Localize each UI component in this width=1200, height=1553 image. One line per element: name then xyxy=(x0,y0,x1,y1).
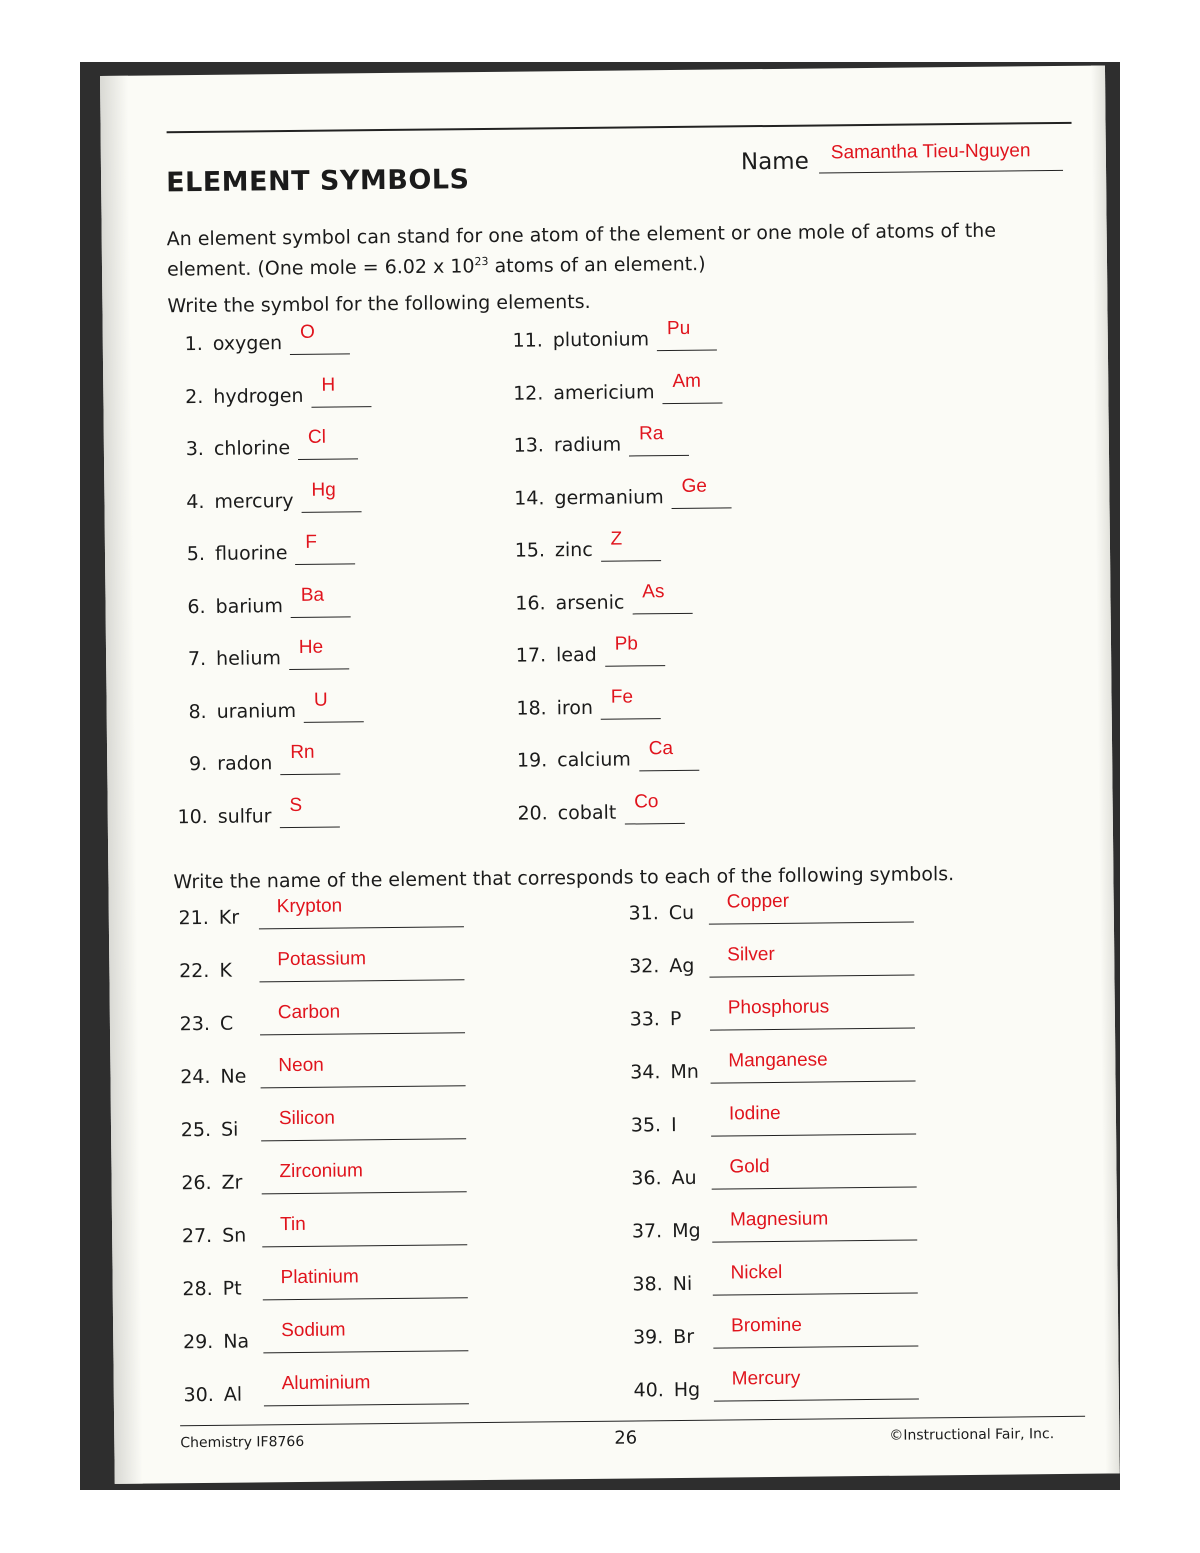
name-question xyxy=(623,1315,1003,1355)
answer-blank-line xyxy=(629,455,689,457)
answer-blank-line xyxy=(280,826,340,828)
element-symbol: Kr xyxy=(218,906,240,929)
answer-blank-line xyxy=(291,616,351,618)
question-number: 2. xyxy=(185,385,204,408)
footer-rule xyxy=(180,1416,1085,1426)
answer-blank-line xyxy=(713,1346,918,1349)
handwritten-answer: Ge xyxy=(681,475,708,497)
question-number: 25. xyxy=(180,1118,212,1142)
name-field xyxy=(741,140,1061,183)
element-name: mercury xyxy=(214,489,294,513)
handwritten-answer: F xyxy=(305,531,318,553)
name-question xyxy=(620,1050,1000,1090)
question-number: 21. xyxy=(178,906,209,930)
name-question xyxy=(170,1054,550,1094)
question-number: 38. xyxy=(632,1273,663,1296)
answer-blank-line xyxy=(713,1293,918,1296)
name-question xyxy=(622,1209,1002,1249)
symbol-question xyxy=(505,580,885,620)
handwritten-answer: He xyxy=(298,636,324,658)
question-number: 3. xyxy=(185,437,205,461)
element-symbol: Mg xyxy=(672,1219,701,1243)
section1-instruction: Write the symbol for the following elements. xyxy=(167,290,591,318)
element-symbol: C xyxy=(219,1012,234,1035)
answer-blank-line xyxy=(601,560,661,562)
name-question xyxy=(169,948,549,988)
element-name: lead xyxy=(555,643,597,667)
question-number: 12. xyxy=(513,381,544,405)
symbol-question xyxy=(163,374,543,414)
intro-paragraph xyxy=(167,218,1058,283)
worksheet-page xyxy=(100,65,1120,1483)
element-symbol: P xyxy=(669,1007,682,1031)
handwritten-answer: Carbon xyxy=(277,1001,341,1024)
name-question xyxy=(171,1160,551,1200)
name-question xyxy=(173,1319,553,1359)
element-symbol: Si xyxy=(220,1118,239,1141)
name-question xyxy=(169,895,549,935)
question-number: 18. xyxy=(516,696,547,720)
name-question xyxy=(619,944,999,984)
handwritten-answer: S xyxy=(289,794,303,816)
question-number: 13. xyxy=(513,434,545,457)
question-number: 17. xyxy=(515,644,547,667)
question-number: 32. xyxy=(629,955,660,978)
element-name: fluorine xyxy=(214,542,288,565)
name-question xyxy=(173,1266,553,1306)
intro-text: An element symbol can stand for one atom of the element or one mole of atoms of the element. (One mole = 6.02 x 10 xyxy=(166,219,997,281)
answer-blank-line xyxy=(639,770,699,772)
answer-blank-line xyxy=(261,1085,466,1088)
question-number: 6. xyxy=(187,595,206,618)
answer-blank-line xyxy=(290,353,350,355)
question-number: 19. xyxy=(516,749,548,772)
page-number: 26 xyxy=(614,1427,638,1449)
symbol-question xyxy=(504,423,884,463)
footer-course: Chemistry IF8766 xyxy=(180,1433,305,1452)
answer-blank-line xyxy=(263,1297,468,1300)
handwritten-answer: Krypton xyxy=(276,895,343,918)
element-name: plutonium xyxy=(552,328,650,352)
intro-text-end: atoms of an element.) xyxy=(488,252,706,278)
element-name: calcium xyxy=(557,748,631,772)
handwritten-answer: Mercury xyxy=(731,1367,801,1390)
answer-blank-line xyxy=(280,774,340,776)
symbol-question xyxy=(167,741,547,781)
answer-blank-line xyxy=(601,718,661,720)
element-name: helium xyxy=(215,647,282,670)
answer-blank-line xyxy=(663,402,723,404)
name-question xyxy=(622,1262,1002,1302)
question-number: 14. xyxy=(514,486,545,510)
question-number: 30. xyxy=(183,1383,214,1407)
name-question xyxy=(624,1368,1004,1408)
answer-blank-line xyxy=(263,1350,468,1353)
name-question xyxy=(621,1156,1001,1196)
question-number: 16. xyxy=(515,591,546,615)
symbol-question xyxy=(503,370,883,410)
element-symbol: Mn xyxy=(670,1060,700,1084)
question-number: 29. xyxy=(182,1330,214,1354)
handwritten-answer: Pu xyxy=(666,317,691,340)
symbol-question xyxy=(504,475,884,515)
handwritten-answer: Ca xyxy=(648,738,674,760)
answer-blank-line xyxy=(302,511,362,513)
handwritten-answer: Am xyxy=(672,370,702,392)
answer-blank-line xyxy=(711,1081,916,1084)
symbol-question xyxy=(507,738,887,778)
handwritten-answer: Phosphorus xyxy=(727,996,830,1019)
name-label: Name xyxy=(740,148,809,176)
element-symbol: Br xyxy=(673,1325,695,1349)
element-name: americium xyxy=(553,380,655,404)
element-symbol: I xyxy=(670,1114,677,1137)
question-number: 36. xyxy=(631,1167,662,1190)
question-number: 10. xyxy=(177,805,208,828)
handwritten-answer: Copper xyxy=(726,890,790,913)
symbol-question xyxy=(168,794,548,834)
element-name: chlorine xyxy=(213,437,291,460)
answer-blank-line xyxy=(624,822,684,824)
answer-blank-line xyxy=(605,665,665,667)
answer-blank-line xyxy=(260,1032,465,1035)
element-name: cobalt xyxy=(557,801,617,824)
symbol-question xyxy=(163,321,543,361)
symbol-question xyxy=(165,584,545,624)
handwritten-answer: Co xyxy=(634,790,659,812)
answer-blank-line xyxy=(262,1191,467,1194)
question-number: 4. xyxy=(186,490,205,513)
symbol-question xyxy=(164,426,544,466)
element-symbol: Au xyxy=(671,1166,697,1190)
element-name: arsenic xyxy=(555,591,625,614)
name-question xyxy=(619,891,999,931)
handwritten-answer: Sodium xyxy=(281,1319,346,1342)
element-name: radon xyxy=(217,752,273,775)
worksheet-title: ELEMENT SYMBOLS xyxy=(165,164,470,199)
handwritten-answer: Silver xyxy=(727,943,775,966)
question-number: 9. xyxy=(188,752,208,776)
handwritten-answer: Manganese xyxy=(728,1049,828,1072)
handwritten-answer: Aluminium xyxy=(281,1372,371,1395)
answer-blank-line xyxy=(264,1403,469,1406)
question-number: 1. xyxy=(184,332,203,356)
answer-blank-line xyxy=(710,1028,915,1031)
handwritten-answer: Tin xyxy=(279,1213,306,1236)
answer-blank-line xyxy=(261,1138,466,1141)
answer-blank-line xyxy=(289,668,349,670)
answer-blank-line xyxy=(298,458,358,460)
answer-blank-line xyxy=(672,507,732,509)
element-name: sulfur xyxy=(217,804,272,828)
element-name: iron xyxy=(556,696,594,719)
element-name: germanium xyxy=(554,485,664,509)
element-name: barium xyxy=(215,594,284,618)
name-question xyxy=(621,1103,1001,1143)
question-number: 7. xyxy=(187,647,207,671)
question-number: 11. xyxy=(512,329,543,352)
question-number: 8. xyxy=(188,700,207,723)
question-number: 31. xyxy=(628,902,659,925)
element-symbol: Hg xyxy=(673,1378,701,1402)
element-symbol: Ne xyxy=(220,1065,247,1088)
symbol-question xyxy=(506,633,886,673)
question-number: 20. xyxy=(517,801,548,825)
question-number: 39. xyxy=(632,1326,664,1349)
answer-blank-line xyxy=(312,406,372,408)
element-name: zinc xyxy=(554,538,593,562)
question-number: 37. xyxy=(631,1220,663,1243)
question-number: 23. xyxy=(179,1012,211,1036)
question-number: 15. xyxy=(514,539,546,562)
footer-publisher: ©Instructional Fair, Inc. xyxy=(889,1426,1055,1444)
handwritten-answer: Magnesium xyxy=(729,1208,829,1231)
symbol-question xyxy=(165,531,545,571)
answer-blank-line xyxy=(304,721,364,723)
answer-blank-line xyxy=(709,922,914,925)
name-question xyxy=(172,1213,552,1253)
question-number: 35. xyxy=(630,1114,662,1137)
handwritten-answer: Iodine xyxy=(728,1102,781,1125)
answer-blank-line xyxy=(296,563,356,565)
handwritten-answer: Potassium xyxy=(277,948,367,971)
handwritten-answer: O xyxy=(299,321,315,343)
section2-instruction: Write the name of the element that corresponds to each of the following symbols. xyxy=(173,863,955,894)
answer-blank-line xyxy=(632,612,692,614)
student-name: Samantha Tieu-Nguyen xyxy=(830,140,1031,164)
element-name: hydrogen xyxy=(213,384,304,408)
handwritten-answer: As xyxy=(642,580,665,602)
answer-blank-line xyxy=(657,350,717,352)
header-rule xyxy=(167,122,1072,133)
intro-exponent: 23 xyxy=(474,254,489,269)
question-number: 22. xyxy=(179,959,210,983)
answer-blank-line xyxy=(259,926,464,929)
symbol-question xyxy=(164,479,544,519)
answer-blank-line xyxy=(262,1244,467,1247)
element-name: uranium xyxy=(216,699,297,723)
symbol-question xyxy=(166,689,546,729)
element-symbol: Al xyxy=(223,1383,243,1406)
handwritten-answer: Fe xyxy=(610,685,634,708)
symbol-question xyxy=(166,636,546,676)
name-question xyxy=(174,1372,554,1412)
question-number: 27. xyxy=(181,1224,213,1248)
element-symbol: Na xyxy=(223,1330,250,1353)
element-symbol: Ag xyxy=(669,954,695,978)
element-name: radium xyxy=(553,433,622,457)
handwritten-answer: Pb xyxy=(614,633,639,655)
question-number: 5. xyxy=(186,542,206,566)
answer-blank-line xyxy=(714,1398,919,1401)
handwritten-answer: Neon xyxy=(278,1054,324,1077)
handwritten-answer: U xyxy=(313,689,328,711)
element-symbol: Ni xyxy=(672,1272,693,1296)
name-question xyxy=(171,1107,551,1147)
handwritten-answer: Hg xyxy=(311,479,336,501)
handwritten-answer: Cl xyxy=(307,426,327,448)
element-symbol: Pt xyxy=(222,1277,242,1300)
handwritten-answer: Bromine xyxy=(731,1314,802,1337)
handwritten-answer: Nickel xyxy=(730,1261,783,1284)
handwritten-answer: H xyxy=(321,374,336,396)
question-number: 28. xyxy=(182,1277,213,1301)
element-symbol: Zr xyxy=(221,1171,243,1194)
handwritten-answer: Gold xyxy=(729,1156,770,1178)
symbol-question xyxy=(505,528,885,568)
handwritten-answer: Ba xyxy=(300,584,325,606)
handwritten-answer: Silicon xyxy=(278,1107,336,1130)
answer-blank-line xyxy=(712,1187,917,1190)
symbol-question xyxy=(503,318,883,358)
handwritten-answer: Platinium xyxy=(280,1266,359,1289)
answer-blank-line xyxy=(711,1134,916,1137)
question-number: 24. xyxy=(180,1065,211,1089)
element-name: oxygen xyxy=(212,332,283,355)
answer-blank-line xyxy=(709,975,914,978)
element-symbol: Cu xyxy=(668,901,695,925)
handwritten-answer: Ra xyxy=(639,423,664,445)
name-question xyxy=(170,1001,550,1041)
question-number: 34. xyxy=(630,1061,661,1084)
answer-blank-line xyxy=(712,1240,917,1243)
handwritten-answer: Rn xyxy=(290,741,315,764)
symbol-question xyxy=(506,685,886,725)
element-symbol: Sn xyxy=(222,1224,247,1247)
symbol-question xyxy=(508,790,888,830)
handwritten-answer: Zirconium xyxy=(279,1160,363,1183)
question-number: 33. xyxy=(629,1008,661,1031)
question-number: 40. xyxy=(633,1379,664,1402)
element-symbol: K xyxy=(219,959,232,982)
name-underline xyxy=(819,170,1063,174)
question-number: 26. xyxy=(181,1171,212,1195)
handwritten-answer: Z xyxy=(610,528,623,550)
name-question xyxy=(620,997,1000,1037)
answer-blank-line xyxy=(259,979,464,982)
